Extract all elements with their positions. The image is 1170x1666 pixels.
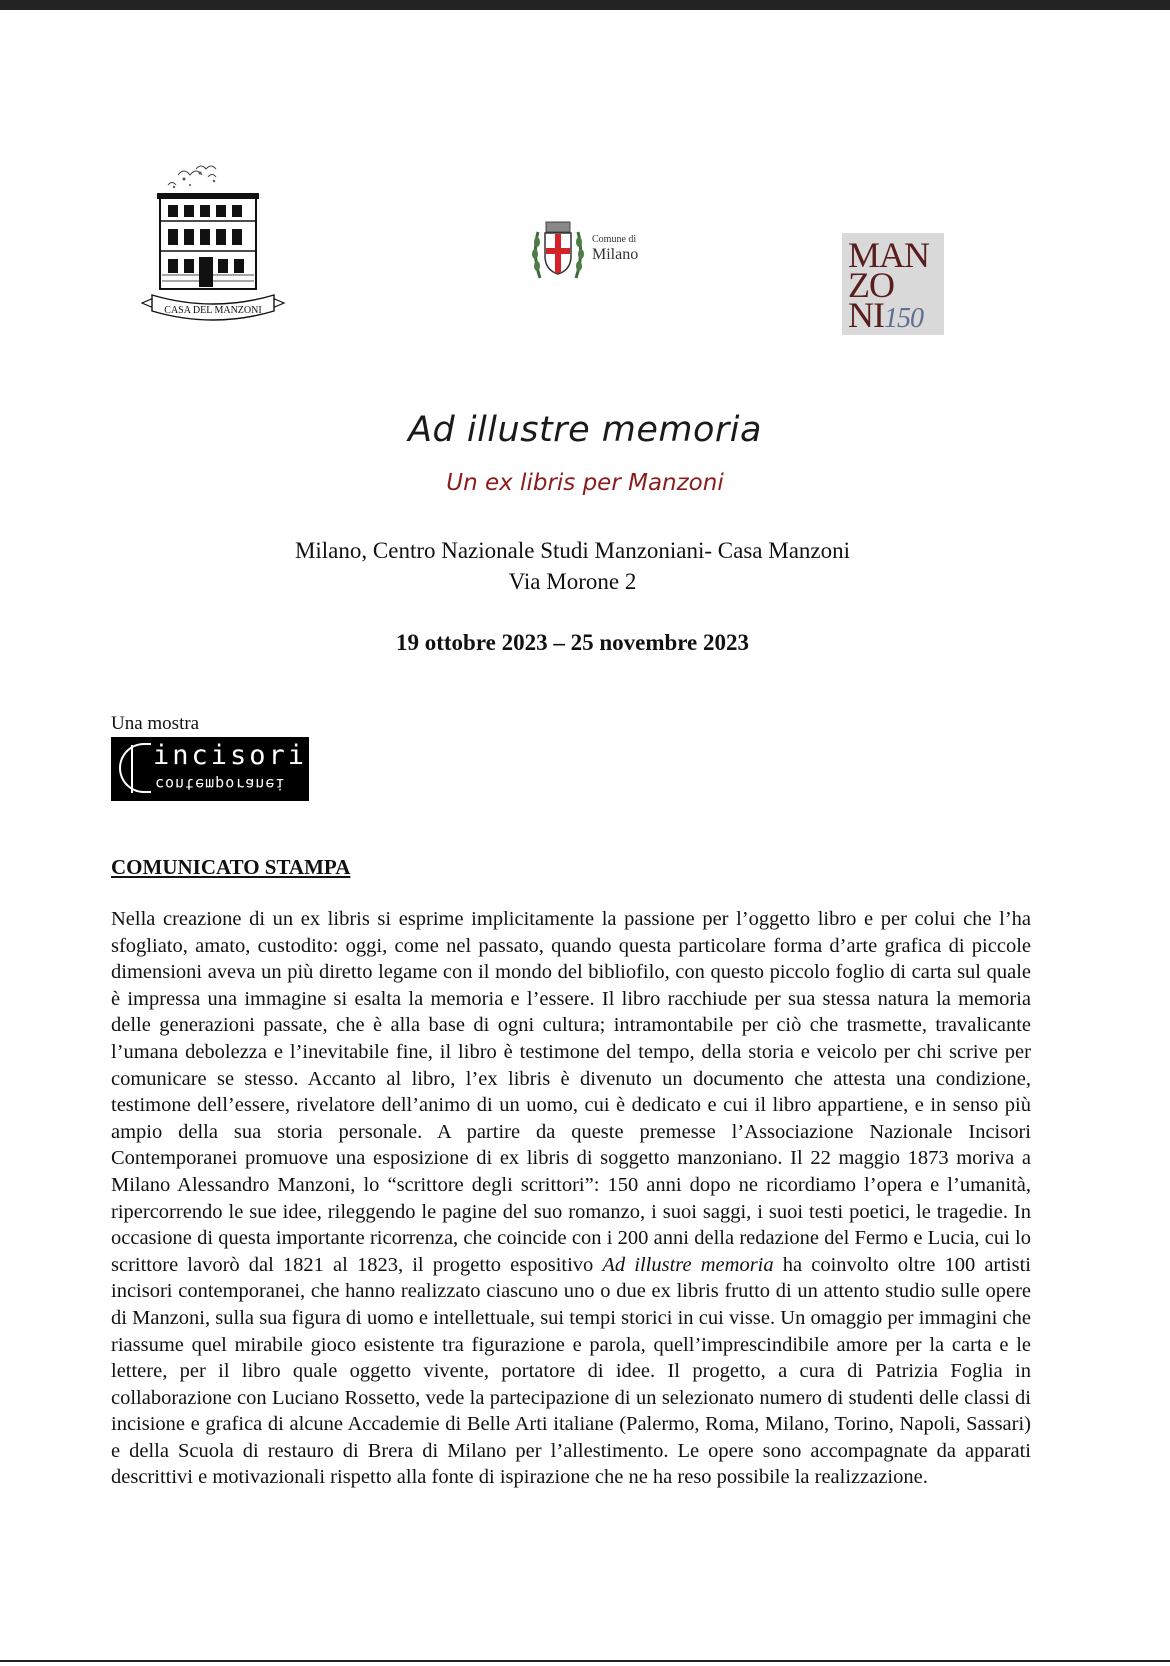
incisori-c-icon <box>119 743 151 793</box>
incisori-contemporanei-logo <box>111 737 309 801</box>
event-subtitle: Un ex libris per Manzoni <box>446 470 724 496</box>
milano-crest-icon <box>530 220 586 282</box>
body-text-part2: ha coinvolto oltre 100 artisti incisori contemporanei, che hanno realizzato ciascuno uno o due ex libris frutto di un attento studio sulle opere di Manzoni, sulla sua figura di uomo e intellettuale, sui tempi storici in cui visse. Un omaggio per immagini che riassume quel mirabile gioco esistente tra figurazione e parola, quell’imprescindibile amore per la carta e le lettere, per il libro quale oggetto vivente, portatore di idee. Il progetto, a cura di Patrizia Foglia in collaborazione con Luciano Rossetto, vede la partecipazione di un selezionato numero di studenti delle classi di incisione e grafica di alcune Accademie di Belle Arti italiane (Palermo, Roma, Milano, Torino, Napoli, Sassari) e della Scuola di restauro di Brera di Milano per l’allestimento. Le opere sono accompagnate da apparati descrittivi e motivazionali rispetto alla fonte di ispirazione che ne ha reso possibile la realizzazione. <box>111 1253 1032 1489</box>
manzoni-150-logo <box>842 233 944 335</box>
press-release-body <box>111 906 1031 1491</box>
milano-label: Milano <box>592 246 639 263</box>
manzoni-logo-line2: ZO <box>848 265 894 305</box>
incisori-bar-icon <box>131 745 133 793</box>
venue-line: Milano, Centro Nazionale Studi Manzoniani- Casa Manzoni <box>294 538 851 563</box>
event-title: Ad illustre memoria <box>408 410 762 450</box>
manzoni-logo-number: 150 <box>884 303 923 334</box>
organizer-label: Una mostra <box>111 713 200 734</box>
manzoni-logo-line1: MAN <box>848 235 930 275</box>
press-release-heading: COMUNICATO STAMPA <box>111 855 351 879</box>
comune-label: Comune di <box>592 234 637 245</box>
venue-address: Via Morone 2 <box>508 569 637 594</box>
incisori-logo-word: incisori <box>153 740 308 771</box>
top-border <box>0 0 1170 10</box>
casa-manzoni-logo <box>138 163 288 331</box>
event-venue <box>0 535 1145 597</box>
bottom-border <box>0 1660 1170 1662</box>
body-text-part1: Nella creazione di un ex libris si esprime implicitamente la passione per l’oggetto libro e per colui che l’ha sfogliato, amato, custodito: oggi, come nel passato, quando questa particolare forma d’arte grafica di piccole dimensioni aveva un più diretto legame con il mondo del bibliofilo, con questo piccolo foglio di carta sul quale è impressa una immagine si esalta la memoria e l’essere. Il libro racchiude per sua stessa natura la memoria delle generazioni passate, che è alla base di ogni cultura; intramontabile per ciò che trasmette, travalicante l’umana debolezza e l’inevitabile fine, il libro è testimone del tempo, della storia e veicolo per chi scrive per comunicare se stesso. Accanto al libro, l’ex libris è divenuto un documento che attesta una condizione, testimone dell’essere, rivelatore dell’animo di un uomo, cui è dedicato e cui il libro appartiene, e in senso più ampio della sua storia personale. A partire da queste premesse l’Associazione Nazionale Incisori Contemporanei promuove una esposizione di ex libris di soggetto manzoniano. Il 22 maggio 1873 moriva a Milano Alessandro Manzoni, lo “scrittore degli scrittori”: 150 anni dopo ne ricordiamo l’opera e l’umanità, ripercorrendo le sue idee, rileggendo le pagine del suo romanzo, i suoi saggi, i suoi testi poetici, le tragedie. In occasione di questa importante ricorrenza, che coincide con i 200 anni della redazione del Fermo e Lucia, cui lo scrittore lavorò dal 1821 al 1823, il progetto espositivo <box>111 908 1031 1276</box>
casa-manzoni-ribbon-text: CASA DEL MANZONI <box>164 305 262 316</box>
building-engraving-icon <box>138 163 288 331</box>
manzoni-logo-line3: NI <box>848 295 884 335</box>
comune-milano-text <box>592 235 638 263</box>
incisori-logo-sub: contemporanei <box>155 775 286 793</box>
event-dates: 19 ottobre 2023 – 25 novembre 2023 <box>395 630 750 655</box>
comune-milano-logo <box>530 220 660 282</box>
body-text-italic-title: Ad illustre memoria <box>602 1253 774 1276</box>
